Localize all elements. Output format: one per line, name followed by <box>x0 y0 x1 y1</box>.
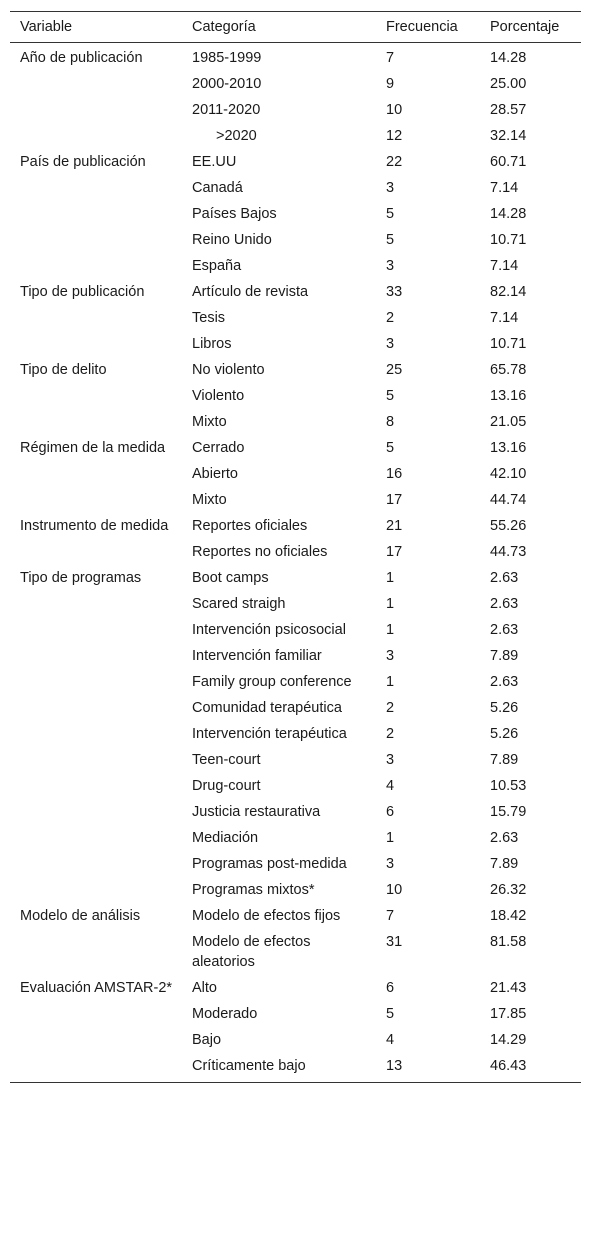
cell-categoria: Artículo de revista <box>192 284 309 300</box>
cell-porcentaje: 44.74 <box>490 492 527 508</box>
cell-porcentaje: 15.79 <box>490 804 527 820</box>
table-row <box>10 279 581 305</box>
data-table <box>10 11 581 1083</box>
table-row <box>10 97 581 123</box>
table-row <box>10 357 581 383</box>
cell-frecuencia: 33 <box>386 284 403 300</box>
cell-categoria: Justicia restaurativa <box>192 804 321 820</box>
cell-frecuencia: 17 <box>386 544 403 560</box>
cell-frecuencia: 2 <box>386 726 395 742</box>
table-row <box>10 487 581 513</box>
cell-variable <box>10 877 182 903</box>
cell-frecuencia: 4 <box>386 778 395 794</box>
cell-variable <box>10 123 182 149</box>
cell-frecuencia: 3 <box>386 648 395 664</box>
table-row <box>10 513 581 539</box>
cell-variable: Tipo de programas <box>20 570 142 586</box>
cell-frecuencia: 7 <box>386 908 395 924</box>
table-row <box>10 175 581 201</box>
cell-porcentaje: 2.63 <box>490 622 519 638</box>
cell-categoria: Drug-court <box>192 778 261 794</box>
cell-variable: País de publicación <box>20 154 146 170</box>
cell-frecuencia: 1 <box>386 570 395 586</box>
cell-categoria: 2000-2010 <box>192 76 262 92</box>
cell-porcentaje: 25.00 <box>490 76 527 92</box>
cell-frecuencia: 5 <box>386 440 395 456</box>
cell-variable <box>10 825 182 851</box>
cell-categoria: Bajo <box>192 1032 222 1048</box>
cell-frecuencia: 3 <box>386 258 395 274</box>
table-row <box>10 929 581 975</box>
table-row <box>10 721 581 747</box>
cell-variable <box>10 331 182 357</box>
cell-variable <box>10 799 182 825</box>
cell-categoria: Mixto <box>192 492 227 508</box>
cell-variable: Año de publicación <box>20 50 143 66</box>
cell-frecuencia: 25 <box>386 362 403 378</box>
cell-variable <box>10 643 182 669</box>
cell-frecuencia: 10 <box>386 102 403 118</box>
table-row <box>10 773 581 799</box>
cell-porcentaje: 7.89 <box>490 856 519 872</box>
cell-frecuencia: 1 <box>386 596 395 612</box>
cell-variable <box>10 71 182 97</box>
cell-frecuencia: 7 <box>386 50 395 66</box>
header-categoria: Categoría <box>182 12 376 43</box>
cell-frecuencia: 22 <box>386 154 403 170</box>
table-row <box>10 903 581 929</box>
cell-categoria: Reportes no oficiales <box>192 544 328 560</box>
cell-porcentaje: 13.16 <box>490 440 527 456</box>
cell-frecuencia: 17 <box>386 492 403 508</box>
cell-frecuencia: 6 <box>386 804 395 820</box>
cell-categoria: Libros <box>192 336 232 352</box>
table-row <box>10 877 581 903</box>
cell-categoria: Intervención psicosocial <box>192 622 346 638</box>
table-row <box>10 409 581 435</box>
cell-porcentaje: 7.14 <box>490 180 519 196</box>
cell-frecuencia: 5 <box>386 388 395 404</box>
cell-frecuencia: 1 <box>386 622 395 638</box>
cell-variable <box>10 539 182 565</box>
cell-categoria: Family group conference <box>192 674 352 690</box>
cell-categoria: Alto <box>192 980 217 996</box>
table-header <box>10 12 581 43</box>
cell-categoria: Modelo de efectos fijos <box>192 908 341 924</box>
cell-categoria: Mediación <box>192 830 259 846</box>
cell-variable <box>10 227 182 253</box>
cell-categoria: Scared straigh <box>192 596 286 612</box>
cell-categoria: Programas post-medida <box>192 856 347 872</box>
cell-categoria: Canadá <box>192 180 243 196</box>
table-row <box>10 975 581 1001</box>
table-row <box>10 565 581 591</box>
cell-variable <box>10 201 182 227</box>
cell-porcentaje: 13.16 <box>490 388 527 404</box>
cell-variable <box>10 487 182 513</box>
cell-porcentaje: 10.71 <box>490 336 527 352</box>
table-row <box>10 669 581 695</box>
cell-categoria: Teen-court <box>192 752 261 768</box>
cell-variable: Tipo de publicación <box>20 284 145 300</box>
cell-porcentaje: 2.63 <box>490 830 519 846</box>
cell-porcentaje: 82.14 <box>490 284 527 300</box>
cell-variable <box>10 669 182 695</box>
cell-variable <box>10 721 182 747</box>
cell-frecuencia: 5 <box>386 232 395 248</box>
cell-variable <box>10 253 182 279</box>
header-porcentaje: Porcentaje <box>480 12 581 43</box>
cell-porcentaje: 21.05 <box>490 414 527 430</box>
cell-frecuencia: 8 <box>386 414 395 430</box>
cell-variable <box>10 1001 182 1027</box>
cell-categoria: Críticamente bajo <box>182 1053 376 1083</box>
cell-frecuencia: 3 <box>386 336 395 352</box>
cell-variable <box>10 383 182 409</box>
cell-porcentaje: 10.71 <box>490 232 527 248</box>
cell-porcentaje: 60.71 <box>490 154 527 170</box>
cell-categoria: Mixto <box>192 414 227 430</box>
table-row <box>10 643 581 669</box>
cell-frecuencia: 6 <box>386 980 395 996</box>
cell-variable <box>10 175 182 201</box>
cell-porcentaje: 5.26 <box>490 726 519 742</box>
table-row <box>10 331 581 357</box>
cell-porcentaje: 28.57 <box>490 102 527 118</box>
cell-variable <box>10 747 182 773</box>
cell-porcentaje: 7.89 <box>490 648 519 664</box>
header-frecuencia: Frecuencia <box>376 12 480 43</box>
cell-frecuencia: 21 <box>386 518 403 534</box>
cell-porcentaje: 21.43 <box>490 980 527 996</box>
cell-variable <box>10 695 182 721</box>
cell-frecuencia: 13 <box>376 1053 480 1083</box>
cell-porcentaje: 65.78 <box>490 362 527 378</box>
table-row <box>10 123 581 149</box>
cell-porcentaje: 81.58 <box>490 934 527 950</box>
cell-porcentaje: 14.28 <box>490 206 527 222</box>
table-row <box>10 617 581 643</box>
cell-categoria: No violento <box>192 362 265 378</box>
cell-variable <box>10 1027 182 1053</box>
cell-porcentaje: 44.73 <box>490 544 527 560</box>
cell-frecuencia: 31 <box>386 934 403 950</box>
table-row <box>10 201 581 227</box>
cell-categoria: Reportes oficiales <box>192 518 308 534</box>
cell-categoria: Boot camps <box>192 570 269 586</box>
cell-porcentaje: 2.63 <box>490 674 519 690</box>
cell-variable: Régimen de la medida <box>20 440 166 456</box>
table-row <box>10 253 581 279</box>
cell-variable <box>10 773 182 799</box>
table-row <box>10 305 581 331</box>
cell-porcentaje: 10.53 <box>490 778 527 794</box>
table-row <box>10 227 581 253</box>
cell-frecuencia: 3 <box>386 752 395 768</box>
cell-frecuencia: 4 <box>386 1032 395 1048</box>
cell-frecuencia: 3 <box>386 180 395 196</box>
cell-categoria: Violento <box>192 388 245 404</box>
header-row <box>10 12 581 43</box>
cell-frecuencia: 5 <box>386 1006 395 1022</box>
cell-variable: Modelo de análisis <box>20 908 141 924</box>
cell-frecuencia: 1 <box>386 830 395 846</box>
table-row <box>10 71 581 97</box>
table-row <box>10 591 581 617</box>
cell-frecuencia: 9 <box>386 76 395 92</box>
header-variable: Variable <box>10 12 182 43</box>
cell-categoria: Países Bajos <box>192 206 277 222</box>
table-row <box>10 799 581 825</box>
table-row <box>10 695 581 721</box>
table-row <box>10 461 581 487</box>
cell-frecuencia: 2 <box>386 700 395 716</box>
cell-categoria: Cerrado <box>192 440 245 456</box>
cell-porcentaje: 2.63 <box>490 570 519 586</box>
cell-frecuencia: 3 <box>386 856 395 872</box>
cell-categoria: Modelo de efectos aleatorios <box>192 934 311 970</box>
cell-frecuencia: 1 <box>386 674 395 690</box>
cell-variable <box>10 305 182 331</box>
cell-categoria: Abierto <box>192 466 238 482</box>
cell-frecuencia: 12 <box>386 128 403 144</box>
cell-categoria: Reino Unido <box>192 232 272 248</box>
cell-variable: Instrumento de medida <box>20 518 169 534</box>
cell-variable <box>10 929 182 975</box>
cell-variable <box>10 617 182 643</box>
cell-variable: Tipo de delito <box>20 362 107 378</box>
cell-variable <box>10 851 182 877</box>
cell-frecuencia: 10 <box>386 882 403 898</box>
cell-variable: Evaluación AMSTAR-2* <box>20 980 173 996</box>
table-row <box>10 1027 581 1053</box>
cell-porcentaje: 7.14 <box>490 310 519 326</box>
cell-categoria: 2011-2020 <box>192 102 261 118</box>
table-row <box>10 539 581 565</box>
table-row <box>10 43 581 72</box>
cell-porcentaje: 14.29 <box>490 1032 527 1048</box>
cell-variable <box>10 461 182 487</box>
cell-porcentaje: 42.10 <box>490 466 527 482</box>
cell-porcentaje: 2.63 <box>490 596 519 612</box>
cell-categoria: Moderado <box>192 1006 258 1022</box>
cell-porcentaje: 26.32 <box>490 882 527 898</box>
cell-categoria: España <box>192 258 242 274</box>
table-row <box>10 747 581 773</box>
cell-frecuencia: 5 <box>386 206 395 222</box>
cell-porcentaje: 7.14 <box>490 258 519 274</box>
cell-porcentaje: 46.43 <box>480 1053 581 1083</box>
cell-porcentaje: 32.14 <box>490 128 527 144</box>
cell-categoria: Intervención terapéutica <box>192 726 347 742</box>
table-row <box>10 825 581 851</box>
cell-porcentaje: 18.42 <box>490 908 527 924</box>
cell-variable <box>10 97 182 123</box>
table-row <box>10 851 581 877</box>
cell-categoria: Comunidad terapéutica <box>192 700 342 716</box>
cell-porcentaje: 55.26 <box>490 518 527 534</box>
table-row <box>10 383 581 409</box>
table-row <box>10 1001 581 1027</box>
table-row <box>10 1053 581 1083</box>
cell-porcentaje: 5.26 <box>490 700 519 716</box>
cell-categoria: Intervención familiar <box>192 648 322 664</box>
cell-categoria: >2020 <box>216 128 257 144</box>
cell-categoria: Programas mixtos* <box>192 882 315 898</box>
cell-categoria: 1985-1999 <box>192 50 262 66</box>
cell-categoria: EE.UU <box>192 154 237 170</box>
cell-frecuencia: 16 <box>386 466 403 482</box>
cell-porcentaje: 17.85 <box>490 1006 527 1022</box>
cell-variable <box>10 591 182 617</box>
cell-frecuencia: 2 <box>386 310 395 326</box>
cell-variable <box>10 1053 182 1083</box>
table-row <box>10 149 581 175</box>
cell-categoria: Tesis <box>192 310 226 326</box>
cell-porcentaje: 14.28 <box>490 50 527 66</box>
table-body <box>10 43 581 1083</box>
table-row <box>10 435 581 461</box>
cell-porcentaje: 7.89 <box>490 752 519 768</box>
cell-variable <box>10 409 182 435</box>
